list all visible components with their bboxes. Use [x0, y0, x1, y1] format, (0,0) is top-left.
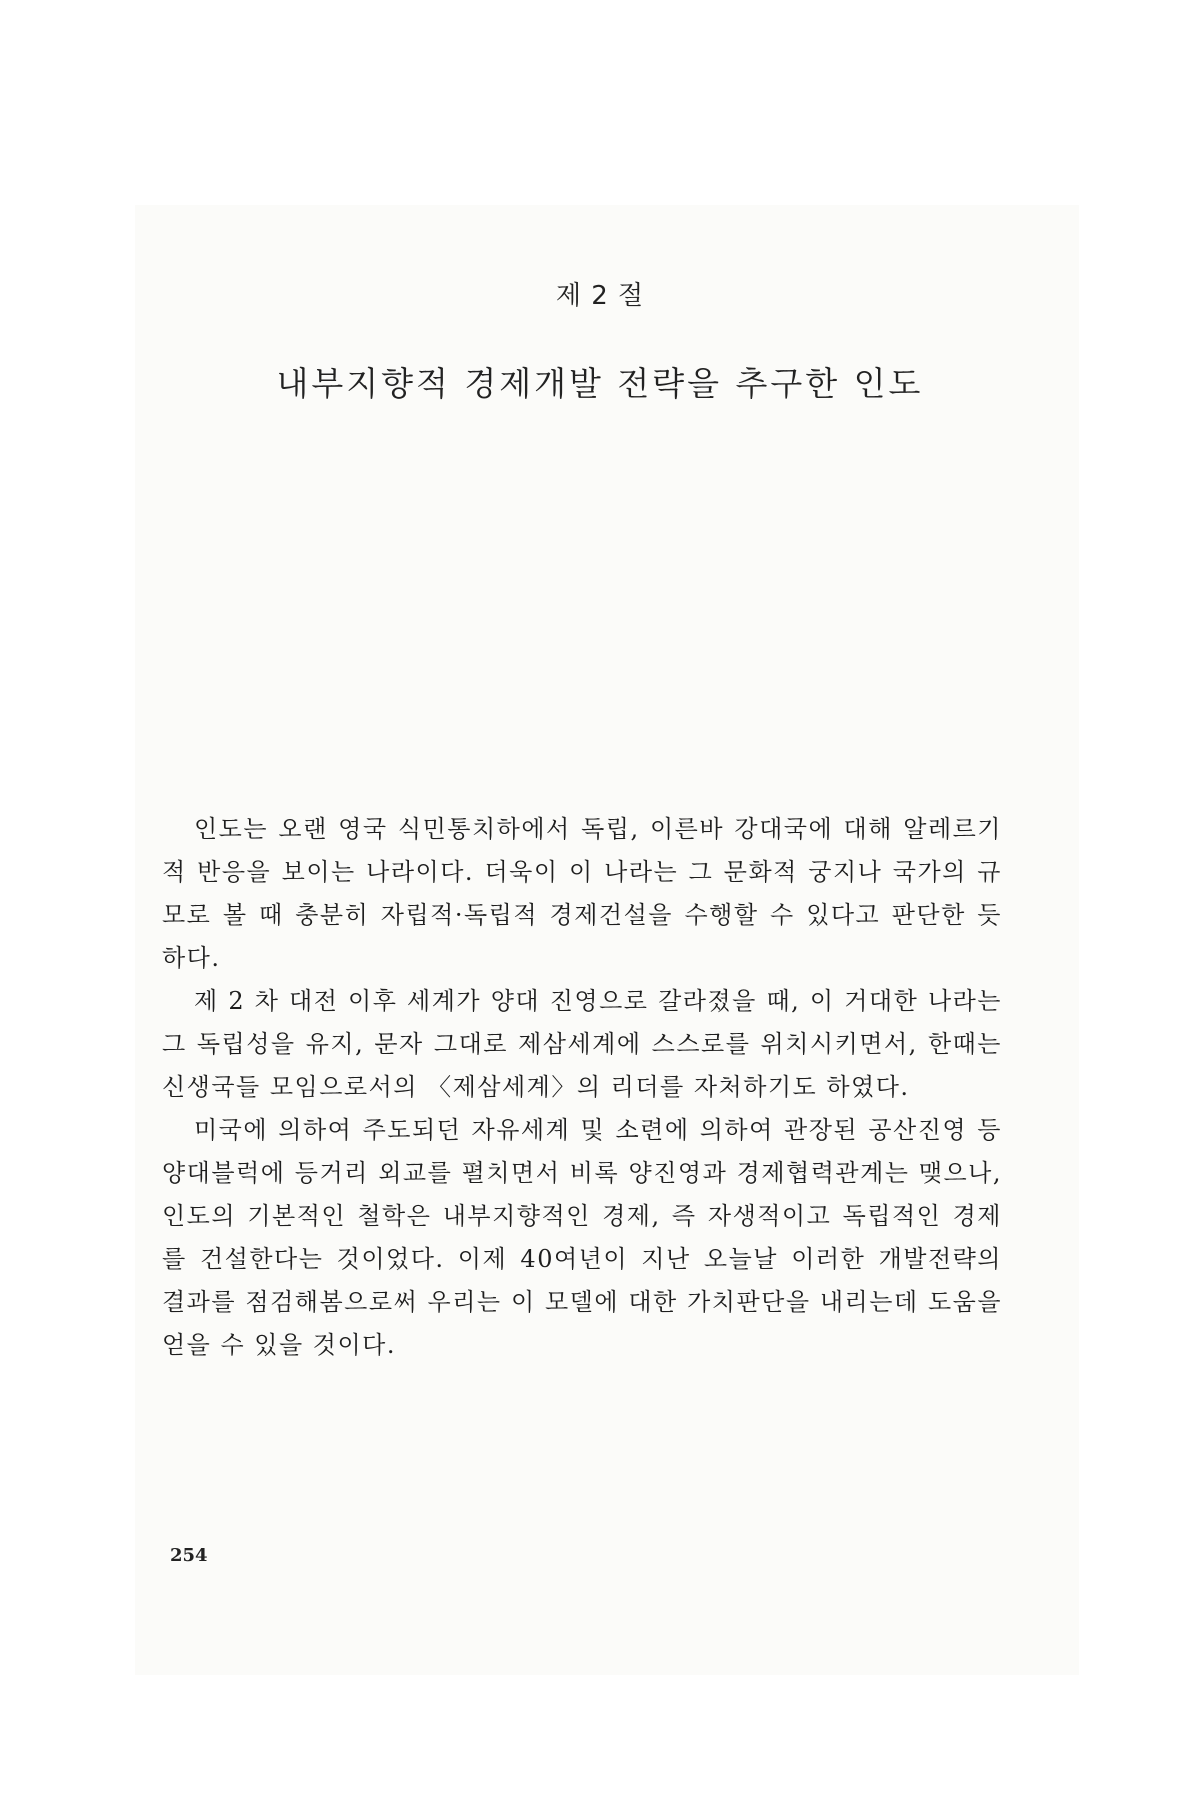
paragraph: 인도는 오랜 영국 식민통치하에서 독립, 이른바 강대국에 대해 알레르기적 반응을 보이는 나라이다. 더욱이 이 나라는 그 문화적 궁지나 국가의 규모로 볼 때 충분히 자립적·독립적 경제건설을 수행할 수 있다고 판단한 듯하다. — [162, 815, 1002, 972]
paragraph: 제 2 차 대전 이후 세계가 양대 진영으로 갈라졌을 때, 이 거대한 나라는 그 독립성을 유지, 문자 그대로 제삼세계에 스스로를 위치시키면서, 한때는 신생국들 모임으로서의 〈제삼세계〉의 리더를 자처하기도 하였다. — [162, 987, 1002, 1101]
page-number: 254 — [170, 1545, 208, 1566]
section-number: 제 2 절 — [555, 281, 645, 311]
paragraph: 미국에 의하여 주도되던 자유세계 및 소련에 의하여 관장된 공산진영 등 양대블럭에 등거리 외교를 펼치면서 비록 양진영과 경제협력관계는 맺으나, 인도의 기본적인 철학은 내부지향적인 경제, 즉 자생적이고 독립적인 경제를 건설한다는 것이었다. 이제 40여년이 지난 오늘날 이러한 개발전략의 결과를 점검해봄으로써 우리는 이 모델에 대한 가치판단을 내리는데 도움을 얻을 수 있을 것이다. — [162, 1116, 1002, 1359]
section-title: 내부지향적 경제개발 전략을 추구한 인도 — [276, 364, 924, 403]
body-text — [162, 808, 1002, 1367]
